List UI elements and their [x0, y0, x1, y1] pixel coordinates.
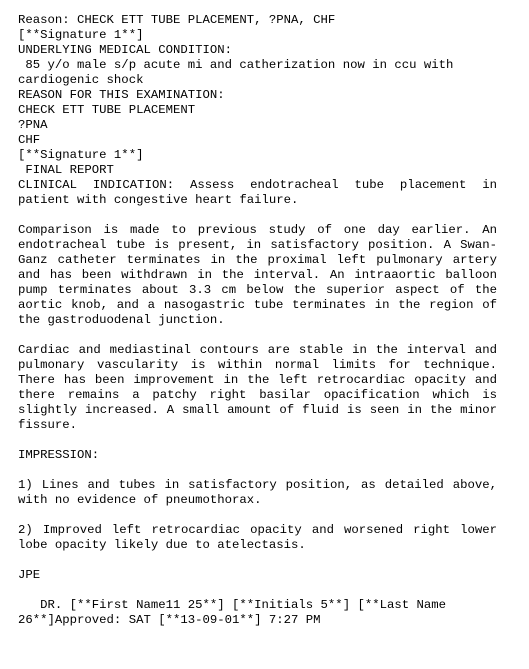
reason-for-exam-item: ?PNA [18, 118, 48, 132]
signature-footer-line: DR. [**First Name11 25**] [**Initials 5**] [**Last Name [18, 598, 447, 612]
reason-for-exam-item: CHECK ETT TUBE PLACEMENT [18, 103, 196, 117]
underlying-condition-label: UNDERLYING MEDICAL CONDITION: [18, 43, 233, 57]
approval-footer-line: 26**]Approved: SAT [**13-09-01**] 7:27 PM [18, 613, 321, 627]
reason-for-exam-label: REASON FOR THIS EXAMINATION: [18, 88, 225, 102]
clinical-indication-paragraph: CLINICAL INDICATION: Assess endotracheal tube placement in patient with congestive heart failure. [18, 178, 497, 207]
final-report-heading: FINAL REPORT [18, 163, 114, 177]
signature-line: [**Signature 1**] [18, 148, 144, 162]
underlying-condition-text: cardiogenic shock [18, 73, 144, 87]
comparison-paragraph: Comparison is made to previous study of one day earlier. An endotracheal tube is present, in satisfactory position. A Swan-Ganz catheter terminates in the proximal left pulmonary artery and has been withdrawn in the interval. An intraaortic balloon pump terminates about 3.3 cm below the superior aspect of the aortic knob, and a nasogastric tube terminates in the region of the gastroduodenal junction. [18, 223, 497, 327]
initials: JPE [18, 568, 41, 582]
reason-for-exam-item: CHF [18, 133, 41, 147]
impression-label: IMPRESSION: [18, 448, 100, 462]
blank-line [18, 583, 497, 598]
impression-item-2: 2) Improved left retrocardiac opacity and worsened right lower lobe opacity likely due to atelectasis. [18, 523, 497, 552]
cardiac-paragraph: Cardiac and mediastinal contours are stable in the interval and pulmonary vascularity is within normal limits for technique. There has been improvement in the left retrocardiac opacity and there remains a patchy right basilar opacification which is slightly increased. A small amount of fluid is seen in the minor fissure. [18, 343, 497, 432]
signature-line: [**Signature 1**] [18, 28, 144, 42]
underlying-condition-text: 85 y/o male s/p acute mi and catherization now in ccu with [18, 58, 454, 72]
reason-line: Reason: CHECK ETT TUBE PLACEMENT, ?PNA, CHF [18, 13, 336, 27]
blank-line [18, 463, 497, 478]
impression-item-1: 1) Lines and tubes in satisfactory position, as detailed above, with no evidence of pneumothorax. [18, 478, 497, 507]
radiology-report [18, 13, 497, 628]
